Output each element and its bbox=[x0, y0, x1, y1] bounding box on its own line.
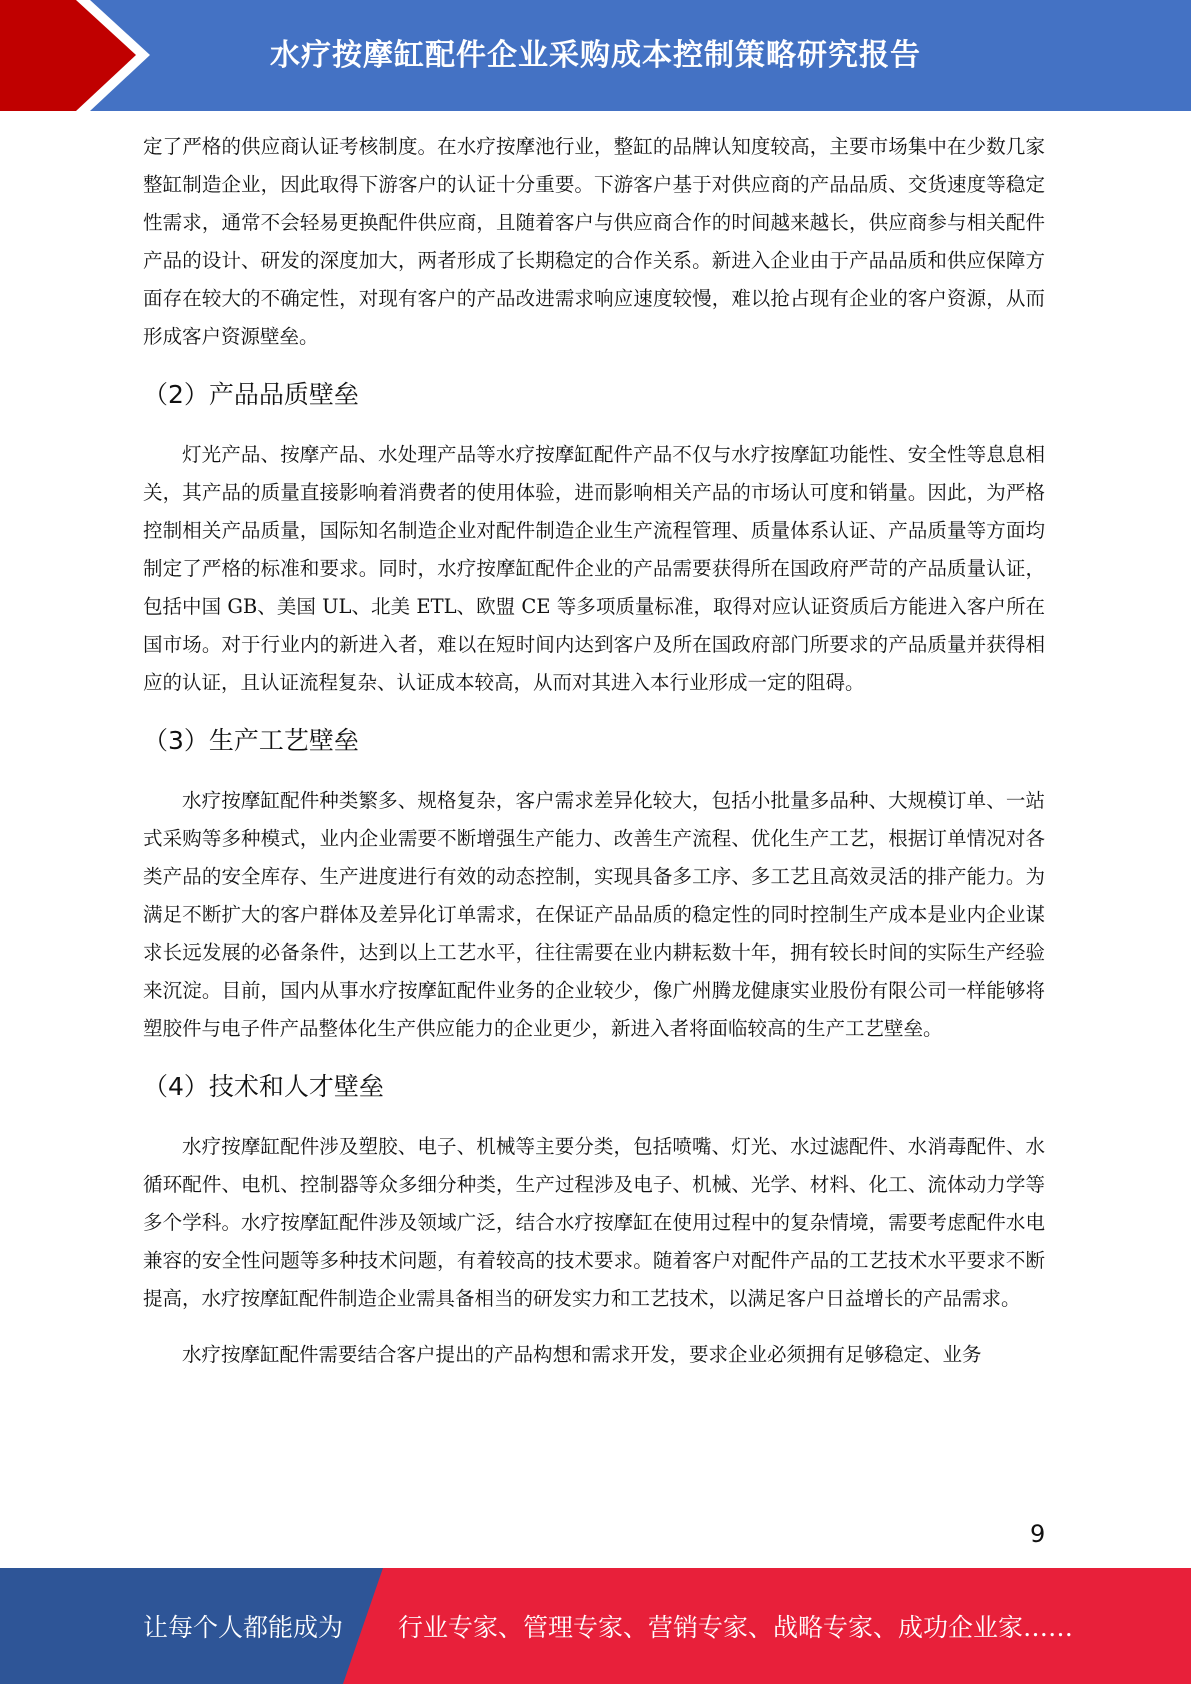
header-title: 水疗按摩缸配件企业采购成本控制策略研究报告 bbox=[270, 38, 921, 73]
footer-slogan-right: 行业专家、管理专家、营销专家、战略专家、成功企业家…… bbox=[398, 1613, 1074, 1642]
paragraph-production-process: 水疗按摩缸配件种类繁多、规格复杂，客户需求差异化较大，包括小批量多品种、大规模订单、一站式采购等多种模式，业内企业需要不断增强生产能力、改善生产流程、优化生产工艺，根据订单情况对各类产品的安全库存、生产进度进行有效的动态控制，实现具备多工序、多工艺且高效灵活的排产能力。为满足不断扩大的客户群体及差异化订单需求，在保证产品品质的稳定性的同时控制生产成本是业内企业谋求长远发展的必备条件，达到以上工艺水平，往往需要在业内耕耘数十年，拥有较长时间的实际生产经验来沉淀。目前，国内从事水疗按摩缸配件业务的企业较少，像广州腾龙健康实业股份有限公司一样能够将塑胶件与电子件产品整体化生产供应能力的企业更少，新进入者将面临较高的生产工艺壁垒。 bbox=[143, 789, 1045, 1040]
paragraph-development: 水疗按摩缸配件需要结合客户提出的产品构想和需求开发，要求企业必须拥有足够稳定、业务 bbox=[182, 1343, 982, 1366]
page-number: 9 bbox=[1030, 1520, 1046, 1548]
section-heading-technology-talent: （4）技术和人才壁垒 bbox=[143, 1072, 384, 1101]
footer-slogan-left: 让每个人都能成为 bbox=[143, 1613, 344, 1642]
section-heading-production-process: （3）生产工艺壁垒 bbox=[143, 726, 359, 755]
header-arrow-decoration bbox=[0, 0, 160, 111]
page-header bbox=[0, 0, 1191, 111]
section-heading-product-quality: （2）产品品质壁垒 bbox=[143, 380, 359, 409]
paragraph-continued: 定了严格的供应商认证考核制度。在水疗按摩池行业，整缸的品牌认知度较高，主要市场集中在少数几家整缸制造企业，因此取得下游客户的认证十分重要。下游客户基于对供应商的产品品质、交货速度等稳定性需求，通常不会轻易更换配件供应商，且随着客户与供应商合作的时间越来越长，供应商参与相关配件产品的设计、研发的深度加大，两者形成了长期稳定的合作关系。新进入企业由于产品品质和供应保障方面存在较大的不确定性，对现有客户的产品改进需求响应速度较慢，难以抢占现有企业的客户资源，从而形成客户资源壁垒。 bbox=[143, 135, 1045, 348]
page-footer bbox=[0, 1568, 1191, 1684]
paragraph-product-quality: 灯光产品、按摩产品、水处理产品等水疗按摩缸配件产品不仅与水疗按摩缸功能性、安全性等息息相关，其产品的质量直接影响着消费者的使用体验，进而影响相关产品的市场认可度和销量。因此，为严格控制相关产品质量，国际知名制造企业对配件制造企业生产流程管理、质量体系认证、产品质量等方面均制定了严格的标准和要求。同时，水疗按摩缸配件企业的产品需要获得所在国政府严苛的产品质量认证，包括中国 GB、美国 UL、北美 ETL、欧盟 CE 等多项质量标准，取得对应认证资质后方能进入客户所在国市场。对于行业内的新进入者，难以在短时间内达到客户及所在国政府部门所要求的产品质量并获得相应的认证，且认证流程复杂、认证成本较高，从而对其进入本行业形成一定的阻碍。 bbox=[143, 443, 1045, 694]
paragraph-technology-talent: 水疗按摩缸配件涉及塑胶、电子、机械等主要分类，包括喷嘴、灯光、水过滤配件、水消毒配件、水循环配件、电机、控制器等众多细分种类，生产过程涉及电子、机械、光学、材料、化工、流体动力学等多个学科。水疗按摩缸配件涉及领域广泛，结合水疗按摩缸在使用过程中的复杂情境，需要考虑配件水电兼容的安全性问题等多种技术问题，有着较高的技术要求。随着客户对配件产品的工艺技术水平要求不断提高，水疗按摩缸配件制造企业需具备相当的研发实力和工艺技术，以满足客户日益增长的产品需求。 bbox=[143, 1135, 1045, 1310]
document-body bbox=[143, 128, 1045, 1374]
